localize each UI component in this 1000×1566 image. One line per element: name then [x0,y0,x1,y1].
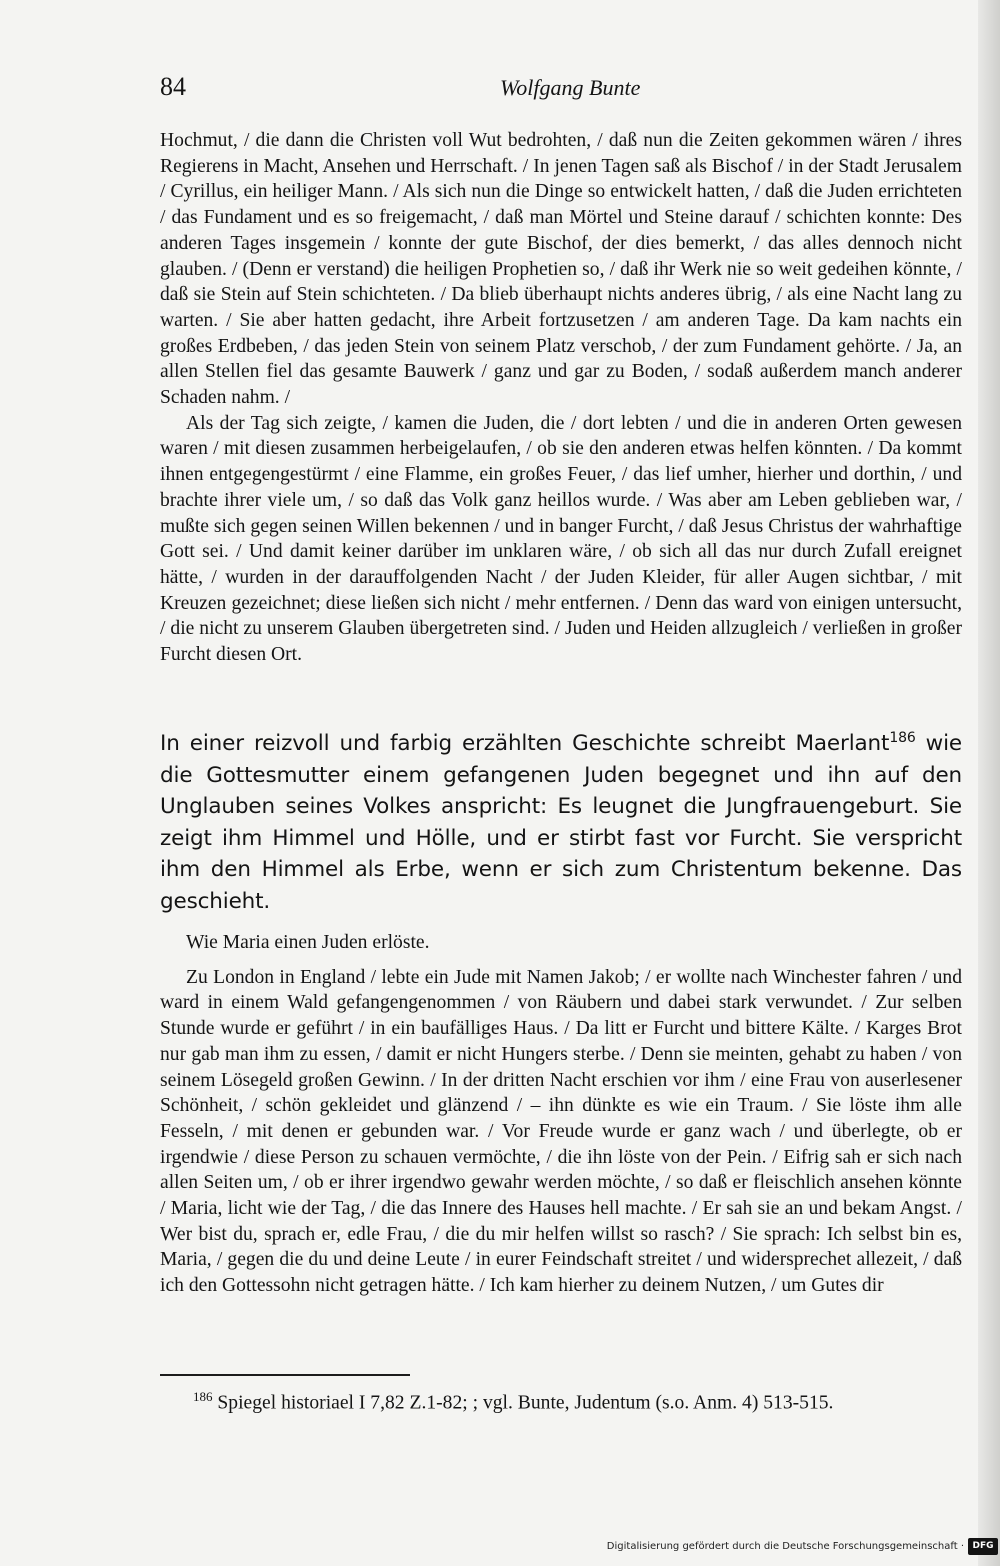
page-edge-shadow [978,0,1000,1566]
footnote-reference-186[interactable]: 186 [889,729,916,746]
quote1-paragraph-1: Hochmut, / die dann die Christen voll Wut bedrohten, / daß nun die Zeiten gekommen wären / ihres Regierens in Macht, Ansehen und Herrschaft. / In jenen Tagen saß als Bischof / in der Stadt Jerusalem / Cyrillus, ein heiliger Mann. / Als sich nun die Dinge so entwickelt hatten, / daß die Juden errichteten / das Fundament und es so freigemacht, / daß man Mörtel und Steine darauf / schichten konnte: Des anderen Tages insgemein / konnte der gute Bischof, der dies bemerkt, / das alles dennoch nicht glauben. / (Denn er verstand) die heiligen Prophetien so, / daß ihr Werk nie so weit gedeihen könnte, / daß sie Stein auf Stein schichteten. / Da blieb überhaupt nichts anderes übrig, / als eine Nacht lang zu warten. / Sie aber hatten gedacht, ihre Arbeit fortzusetzen / am anderen Tage. Da kam nachts ein großes Erdbeben, / das jeden Stein von seinem Platz verschob, / der zum Fundament gehörte. / Ja, an allen Stellen fiel das gesamte Bauwerk / ganz und gar zu Boden, / sodaß außerdem manch anderer Schaden nahm. / [160,130,962,409]
quoted-passage-2 [160,930,962,1299]
dfg-logo: DFG [968,1538,998,1555]
commentary-after-ref: wie die Gottesmutter einem gefangenen Juden begegnet und ihn auf den Unglauben seines Volkes anspricht: Es leugnet die Jungfrauengeburt. Sie zeigt ihm Himmel und Hölle, und er stirbt fast vor Furcht. Sie verspricht ihm den Himmel als Erbe, wenn er sich zum Christentum bekenne. Das geschieht. [160,731,962,914]
commentary-text [160,728,962,917]
commentary-before-ref: In einer reizvoll und farbig erzählten Geschichte schreibt Maerlant [160,731,890,756]
footnote-divider [160,1374,410,1376]
footnote-186 [193,1384,953,1417]
quote2-text: Zu London in England / lebte ein Jude mit Namen Jakob; / er wollte nach Winchester fahren / und ward in einem Wald gefangengenommen / von Räubern und dabei stark verwundet. / Zur selben Stunde wurde er geführt / in ein baufälliges Haus. / Da litt er Furcht und bittere Kälte. / Karges Brot nur gab man ihm zu essen, / damit er nicht Hungers sterbe. / Denn sie meinten, gehabt zu haben / von seinem Lösegeld großen Gewinn. / In der dritten Nacht erschien vor ihm / eine Frau von auserlesener Schönheit, / schön gekleidet und glänzend / – ihn dünkte es wie ein Traum. / Sie löste ihm alle Fesseln, / mit denen er gebunden war. / Vor Freude wurde er ganz wach / und überlegte, ob er irgendwie / diese Person zu schauen vermöchte, / die ihn löste von der Pein. / Eifrig sah er sich nach allen Seiten um, / ob er ihrer irgendwo gewahr werden möchte, / so daß er fleischlich ansehen könnte / Maria, licht wie der Tag, / die das Innere des Hauses hell machte. / Er sah sie an und bekam Angst. / Wer bist du, sprach er, edle Frau, / die du mir helfen willst so rasch? / Sie sprach: Ich selbst bin es, Maria, / gegen die du und deine Leute / in eurer Feindschaft streitet / und widersprechet allezeit, / daß ich den Gottessohn nicht getragen hätte. / Ich kam hierher zu deinem Nutzen, / um Gutes dir [160,966,962,1297]
page-number: 84 [160,72,186,101]
page-header [160,72,960,108]
commentary-paragraph [160,728,962,917]
footnote-number: 186 [193,1389,213,1404]
digitization-credit: Digitalisierung gefördert durch die Deutsche Forschungsgemeinschaft · [606,1541,964,1552]
quote2-title: Wie Maria einen Juden erlöste. [186,932,430,953]
running-head: Wolfgang Bunte [500,75,641,100]
quote1-paragraph-2: Als der Tag sich zeigte, / kamen die Juden, die / dort lebten / und die in anderen Orten gewesen waren / mit diesen zusammen herbeigelaufen, / ob sie den anderen etwas helfen könnten. / Da kommt ihnen entgegengestürmt / eine Flamme, ein großes Feuer, / das lief umher, hierher und dorthin, / und brachte ihrer viele um, / so daß das Volk ganz heillos wurde. / Was aber am Leben geblieben war, / mußte sich gegen seinen Willen bekennen / und in banger Furcht, / daß Jesus Christus der wahrhaftige Gott sei. / Und damit keiner darüber im unklaren wäre, / ob sich all das nur durch Zufall ereignet hätte, / wurden in der darauffolgenden Nacht / der Juden Kleider, für aller Augen sichtbar, / mit Kreuzen gezeichnet; diese ließen sich nicht / mehr entfernen. / Denn das ward von einigen untersucht, / die nicht zu unserem Glauben übergetreten sind. / Juden und Heiden allzugleich / verließen in großer Furcht diesen Ort. [160,412,962,666]
footnote-text: Spiegel historiael I 7,82 Z.1-82; ; vgl. Bunte, Judentum (s.o. Anm. 4) 513-515. [212,1392,834,1414]
quoted-passage-1 [160,128,962,668]
